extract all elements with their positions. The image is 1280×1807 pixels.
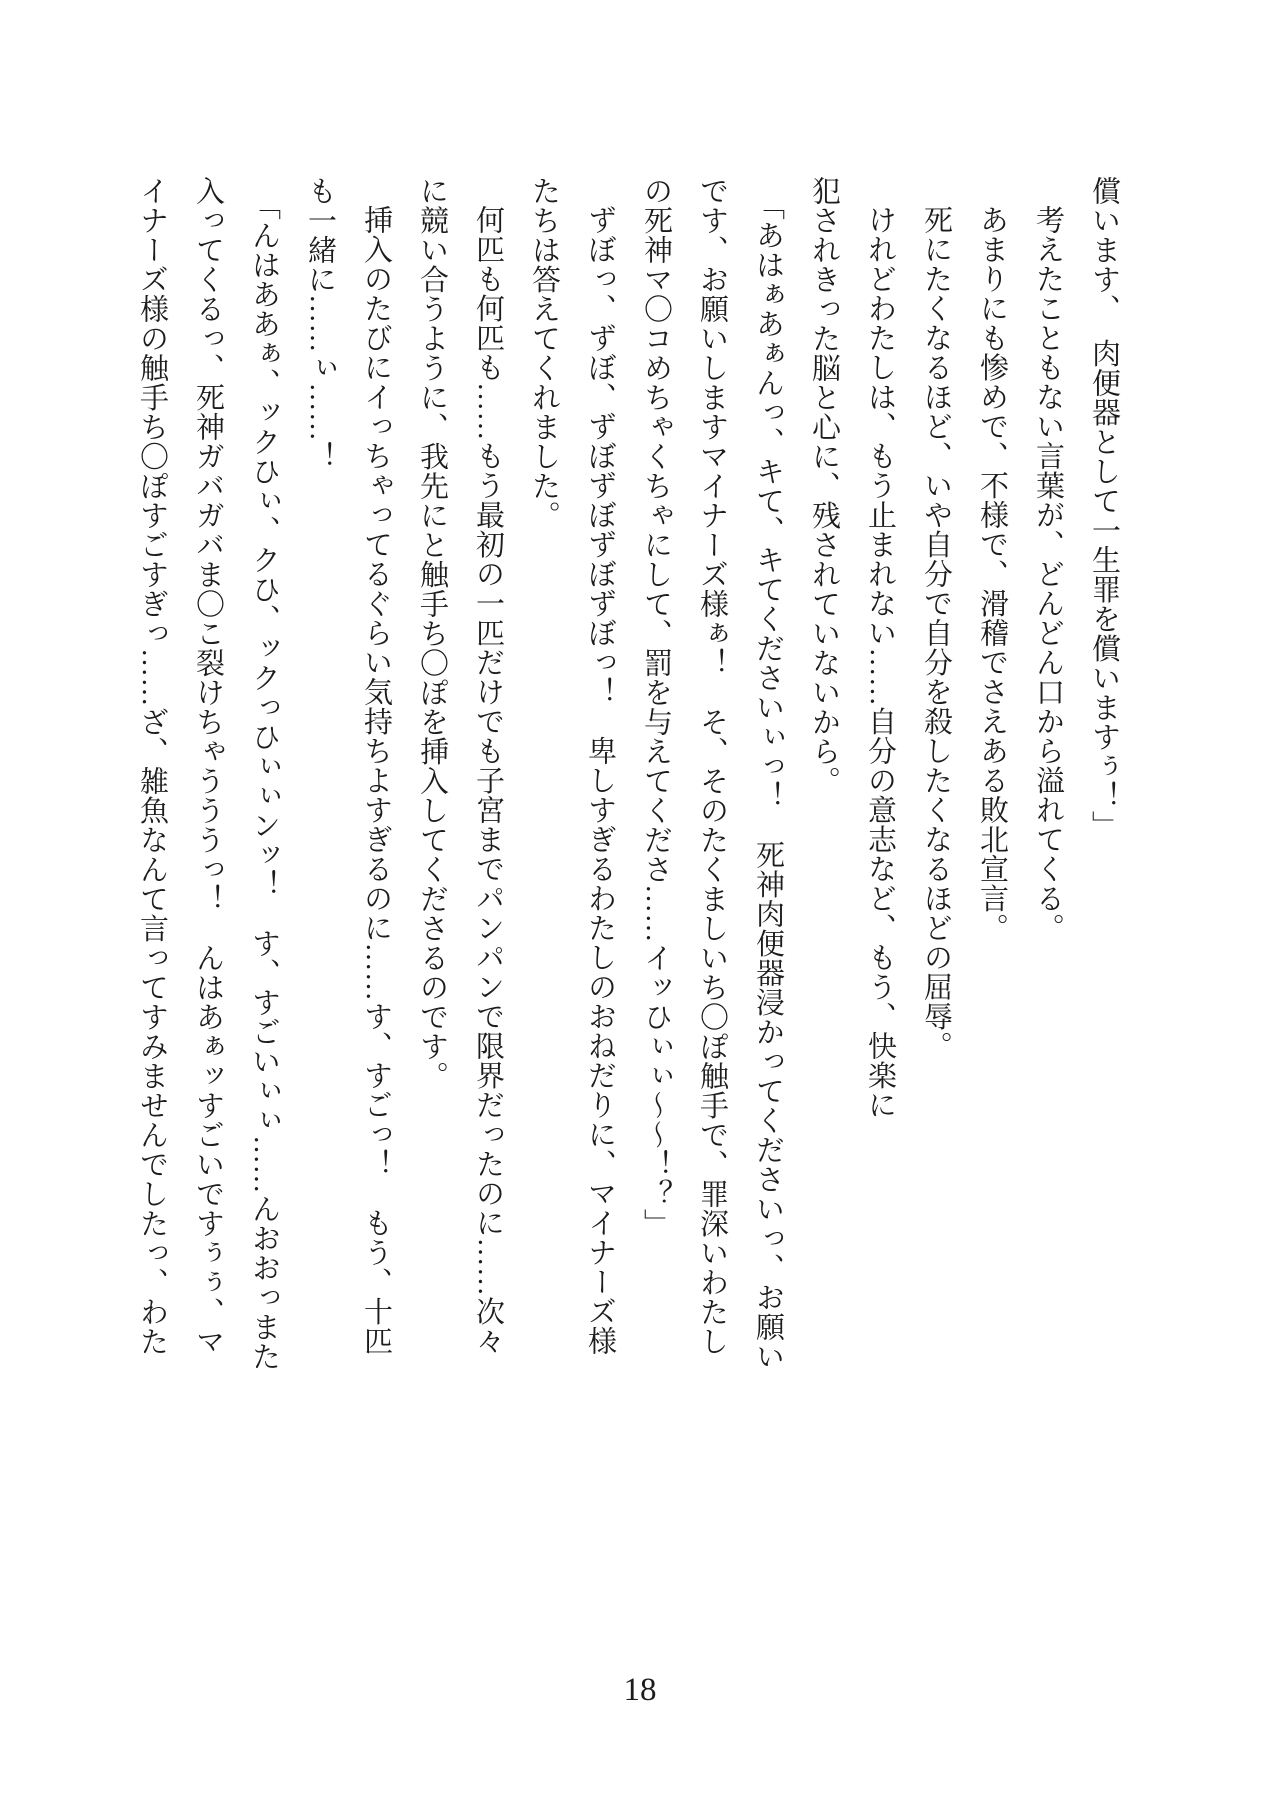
text-column: 考えたこともない言葉が、どんどん口から溢れてくる。 — [1032, 205, 1064, 943]
page-number: 18 — [623, 1672, 657, 1708]
text-column: の死神マ〇コめちゃくちゃにして、罰を与えてくださ……イッひぃぃ～～！？」 — [640, 176, 672, 1238]
text-column: 犯されきった脳と心に、残されていないから。 — [808, 176, 840, 796]
text-column: です、お願いしますマイナーズ様ぁ！ そ、そのたくましいち〇ぽ触手で、罪深いわたし — [696, 176, 728, 1356]
text-column: 挿入のたびにイっちゃってるぐらい気持ちよすぎるのに……す、すごっ！ もう、十匹 — [360, 205, 392, 1356]
text-column: 償います、 肉便器として一生罪を償いますぅ！」 — [1088, 176, 1120, 840]
text-column: 死にたくなるほど、いや自分で自分を殺したくなるほどの屈辱。 — [920, 205, 952, 1061]
text-column: けれどわたしは、もう止まれない……自分の意志など、もう、快楽に — [864, 205, 896, 1120]
text-column: 「あはぁあぁんっ、キて、キてくださいぃっ！ 死神肉便器浸かってくださいっ、お願い — [752, 190, 784, 1371]
text-column: ずぼっ、ずぼ、ずぼずぼずぼずぼっ！ 卑しすぎるわたしのおねだりに、マイナーズ様 — [584, 205, 616, 1356]
text-column: 何匹も何匹も……もう最初の一匹だけでも子宮までパンパンで限界だったのに……次々 — [472, 205, 504, 1356]
text-column: も一緒に……ぃ……！ — [304, 176, 336, 471]
text-column: あまりにも惨めで、不様で、滑稽でさえある敗北宣言。 — [976, 205, 1008, 943]
text-column: イナーズ様の触手ち〇ぽすごすぎっ……ざ、雑魚なんて言ってすみませんでしたっ、わた — [136, 176, 168, 1356]
text-column: に競い合うように、我先にと触手ち〇ぽを挿入してくださるのです。 — [416, 176, 448, 1091]
text-column: 入ってくるっ、死神ガバガバま〇こ裂けちゃうううっ！ んはあぁッすごいですぅぅ、マ — [192, 176, 224, 1356]
text-column: 「んはああぁ、ックひぃ、クひ、ックっひぃぃンッ！ す、すごいぃぃ……んおおっまた — [248, 190, 280, 1371]
text-column: たちは答えてくれました。 — [528, 176, 560, 530]
text-block — [124, 176, 1132, 1486]
